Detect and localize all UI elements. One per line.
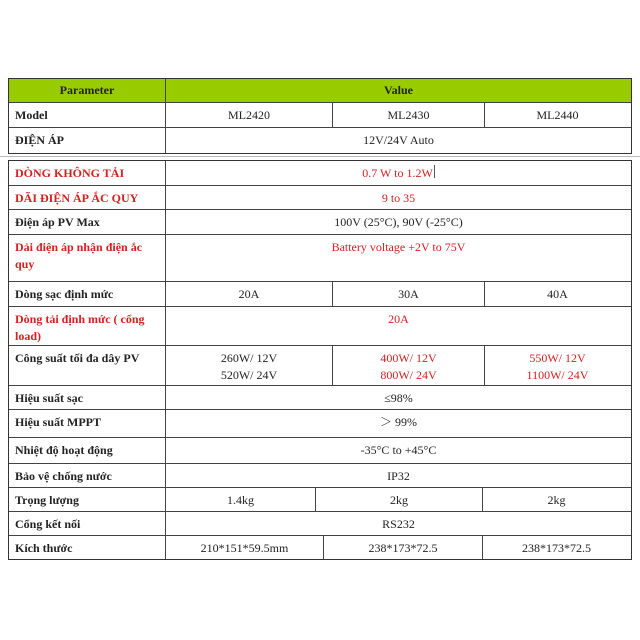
row-value bbox=[332, 103, 484, 127]
value-line: 550W/ 12V bbox=[529, 351, 586, 365]
value-text: 0.7 W to 1.2W bbox=[362, 166, 433, 180]
row-value bbox=[484, 103, 630, 127]
row-label: Bảo vệ chống nước bbox=[15, 469, 112, 483]
table-row bbox=[9, 345, 631, 385]
value-text: ML2440 bbox=[536, 108, 579, 122]
value-text: 40A bbox=[547, 287, 568, 301]
row-label: ĐIỆN ÁP bbox=[15, 133, 65, 147]
table-row bbox=[9, 281, 631, 306]
value-text: 2kg bbox=[390, 493, 408, 507]
table-row bbox=[9, 161, 631, 185]
table-row bbox=[9, 185, 631, 209]
row-value bbox=[332, 346, 484, 385]
row-value bbox=[165, 161, 631, 185]
spec-table-main bbox=[8, 160, 632, 560]
row-label: DÒNG KHÔNG TẢI bbox=[15, 166, 125, 180]
value-text: ＞ 99% bbox=[380, 415, 417, 429]
value-line: 800W/ 24V bbox=[380, 368, 437, 382]
row-value bbox=[165, 488, 315, 511]
row-value bbox=[165, 235, 631, 281]
value-text: 1.4kg bbox=[227, 493, 254, 507]
table-row bbox=[9, 102, 631, 127]
table-row bbox=[9, 437, 631, 463]
row-value bbox=[165, 210, 631, 234]
table-row bbox=[9, 463, 631, 487]
header-parameter: Parameter bbox=[59, 83, 115, 97]
value-line: 1100W/ 24V bbox=[526, 368, 589, 382]
row-label: Điện áp PV Max bbox=[15, 215, 100, 229]
row-value bbox=[165, 186, 631, 209]
value-text: 238*173*72.5 bbox=[368, 541, 438, 555]
table-row bbox=[9, 385, 631, 409]
row-value bbox=[484, 282, 630, 306]
row-label: Dòng sạc định mức bbox=[15, 287, 114, 301]
spec-table-top bbox=[8, 78, 632, 154]
row-value bbox=[165, 438, 631, 463]
row-value bbox=[165, 386, 631, 409]
row-label: Hiệu suất sạc bbox=[15, 391, 84, 405]
value-text: 238*173*72.5 bbox=[522, 541, 591, 555]
value-text: 30A bbox=[398, 287, 419, 301]
row-label: Nhiệt độ hoạt động bbox=[15, 443, 113, 457]
row-value bbox=[332, 282, 484, 306]
value-text: 20A bbox=[238, 287, 260, 301]
header-value: Value bbox=[165, 79, 631, 102]
row-label: Cổng kết nối bbox=[15, 517, 81, 531]
row-value bbox=[165, 512, 631, 535]
row-label: Trọng lượng bbox=[15, 493, 79, 507]
value-text: -35°C to +45°C bbox=[360, 443, 437, 457]
table-row bbox=[9, 487, 631, 511]
table-row bbox=[9, 209, 631, 234]
value-text: 100V (25°C), 90V (-25°C) bbox=[334, 215, 463, 229]
table-row bbox=[9, 535, 631, 559]
value-text: Battery voltage +2V to 75V bbox=[331, 240, 466, 254]
divider bbox=[0, 156, 640, 157]
row-value bbox=[482, 488, 630, 511]
text-cursor bbox=[434, 165, 435, 178]
table-row bbox=[9, 409, 631, 437]
row-value bbox=[482, 536, 630, 559]
value-text: 9 to 35 bbox=[381, 191, 416, 205]
row-value bbox=[165, 536, 323, 559]
row-value bbox=[165, 346, 332, 385]
value-text: IP32 bbox=[387, 469, 410, 483]
table-row bbox=[9, 306, 631, 345]
row-value bbox=[484, 346, 630, 385]
value-text: 210*151*59.5mm bbox=[200, 541, 289, 555]
row-label: DÃI ĐIỆN ÁP ẮC QUY bbox=[15, 191, 139, 205]
value-text: RS232 bbox=[382, 517, 415, 531]
value-text: ML2430 bbox=[387, 108, 430, 122]
row-label: Dải điện áp nhận điện ắc quy bbox=[15, 240, 143, 271]
row-label: Kích thước bbox=[15, 541, 73, 555]
row-value bbox=[165, 307, 631, 345]
row-value bbox=[165, 103, 332, 127]
row-value bbox=[165, 410, 631, 437]
value-line: 260W/ 12V bbox=[220, 351, 278, 365]
row-label: Công suất tối đa dây PV bbox=[15, 351, 140, 365]
table-row bbox=[9, 127, 631, 153]
value-text: 20A bbox=[388, 312, 409, 326]
value-text: 2kg bbox=[547, 493, 566, 507]
table-row bbox=[9, 511, 631, 535]
row-label: Dòng tải định mức ( cổng load) bbox=[15, 312, 145, 343]
value-text: ML2420 bbox=[228, 108, 270, 122]
row-value bbox=[165, 464, 631, 487]
row-label: Hiệu suất MPPT bbox=[15, 415, 101, 429]
header-row bbox=[9, 79, 631, 102]
value-line: 520W/ 24V bbox=[220, 368, 278, 382]
row-value bbox=[165, 128, 631, 153]
row-label: Model bbox=[15, 108, 48, 122]
row-value bbox=[315, 488, 482, 511]
table-row bbox=[9, 234, 631, 281]
row-value bbox=[323, 536, 482, 559]
value-line: 400W/ 12V bbox=[380, 351, 437, 365]
row-value bbox=[165, 282, 332, 306]
value-text: ≤98% bbox=[384, 391, 413, 405]
value-text: 12V/24V Auto bbox=[363, 133, 434, 147]
